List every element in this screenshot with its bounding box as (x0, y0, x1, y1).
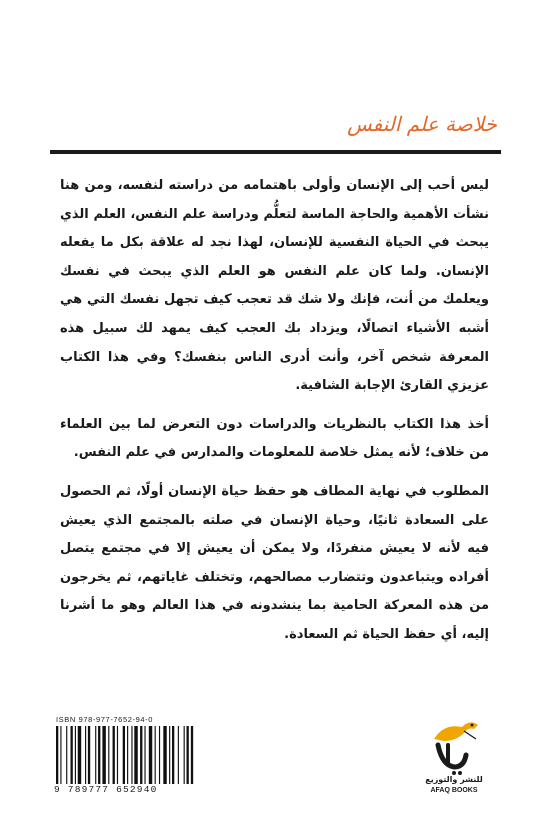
barcode (48, 713, 238, 799)
barcode-bars-icon (54, 726, 234, 784)
blurb (60, 172, 489, 660)
blurb-paragraph-3: المطلوب في نهاية المطاف هو حفظ حياة الإنسان أولًا، ثم الحصول على السعادة ثانيًا، وحياة الإنسان في صلته بالمجتمع الذي يعيش فيه لأنه لا يعيش منفردًا، ولا يمكن أن يعيش إلا في مجتمع يتصل أفراده ويتباعدون وتتضارب مصالحهم، وتختلف غاياتهم، ثم يخرجون من هذه المعركة الحامية بما ينشدونه في هذا العالم وهو ما أشرنا إليه، أي حفظ الحياة ثم السعادة. (60, 483, 489, 642)
isbn-label: ISBN 978-977-7652-94-0 (56, 715, 154, 724)
publisher-name-en: AFAQ BOOKS (430, 787, 478, 794)
title-divider (50, 150, 501, 154)
blurb-paragraph-1: ليس أحب إلى الإنسان وأولى باهتمامه من دراسته لنفسه، ومن هنا نشأت الأهمية والحاجة الماسة لتعلُّم ودراسة علم النفس، العلم الذي يبحث في الحياة النفسية للإنسان، لهذا نجد له علاقة بكل ما يفعله الإنسان. ولما كان علم النفس هو العلم الذي يبحث في نفسك ويعلمك من أنت، فإنك ولا شك قد تعجب كيف تجهل نفسك التي هي أشبه الأشياء اتصالًا، ويزداد بك العجب كيف يمهد لك سبيل هذه المعرفة شخص آخر، وأنت أدرى الناس بنفسك؟ وفي هذا الكتاب عزيزي القارئ الإجابة الشافية. (60, 178, 489, 394)
bird-logo-icon (404, 705, 504, 777)
book-title: خلاصة علم النفس (347, 112, 497, 136)
barcode-digits: 9 789777 652940 (54, 784, 158, 795)
publisher-logo (404, 705, 504, 805)
blurb-paragraph-2: أخذ هذا الكتاب بالنظريات والدراسات دون التعرض لما بين العلماء من خلاف؛ لأنه يمثل خلاصة للمعلومات والمدارس في علم النفس. (60, 416, 489, 461)
publisher-name-ar: للنشر والتوزيع (425, 775, 483, 784)
